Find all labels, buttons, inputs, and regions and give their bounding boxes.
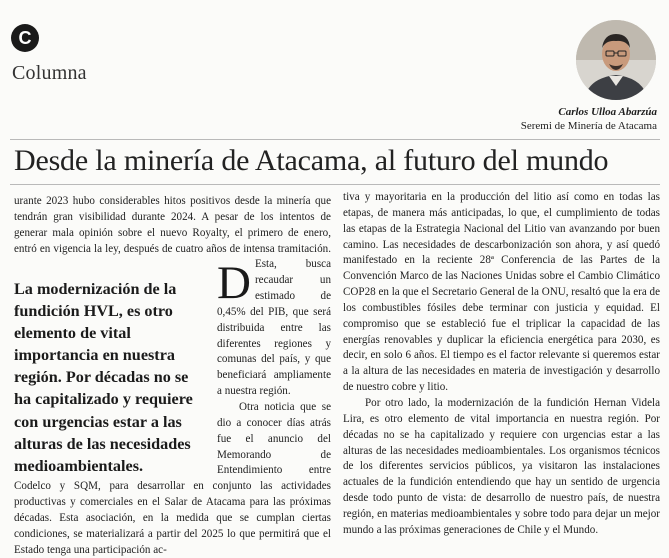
drop-cap: D xyxy=(217,257,251,309)
column-badge: C xyxy=(11,24,39,52)
headline-divider xyxy=(10,184,660,185)
author-role: Seremi de Minería de Atacama xyxy=(520,120,657,132)
paragraph-3: tiva y mayoritaria en la producción del litio así como en todas las etapas, de manera más anticipadas, lo que, el cumplimiento de todas las etapas de la Estrategia Nacional del Litio van avanzando por buen camino. Las necesidades de descarbonización son ahora, y así quedó manifestado en la reciente 28ª Conferencia de las Partes de la Convención Marco de las Naciones Unidas sobre el Cambio Climático COP28 en la que el Secretario General de la ONU, resaltó que la era de los combustibles fósiles debe terminar con justicia y equidad. El compromiso que se estableció fue el triplicar la capacidad de las energías renovables y duplicar la eficiencia energética para 2030, es decir, en solo 6 años. El tiempo es el factor relevante si queremos estar a la altura de las necesidades en materia de investigación y desarrollo de nuestro cobre y litio. xyxy=(343,191,660,394)
headline: Desde la minería de Atacama, al futuro del mundo xyxy=(14,144,609,177)
pull-quote: La modernización de la fundición HVL, es otro elemento de vital importancia en nuestra región. Por décadas no se ha capitalizado y requiere con urgencias estar a las alturas de las necesidades medioambientales. xyxy=(14,280,193,475)
paragraph-4: Por otro lado, la modernización de la fundición Hernan Videla Lira, es otro elemento de vital importancia en nuestra región. Por décadas no se ha capitalizado y requiere con urgencias estar a las alturas de las necesidades medioambientales. Los organismos técnicos de los diferentes servicios públicos, ya visitaron las instalaciones actuales de la fundición entendiendo que hay un sentido de urgencia desde todo punto de vista: de desarrollo de nuestro país, de nuestra región, en materias medioambientales y sobre todo para dejar un mejor mundo a las próximas generaciones de Chile y el Mundo. xyxy=(343,396,660,536)
section-label: Columna xyxy=(12,62,87,84)
author-photo xyxy=(576,20,656,100)
paragraph-2: Otra noticia que se dio a conocer días atrás fue el anuncio del Memorando de Entendimiento entre Codelco y SQM, para desarrollar en conjunto las actividades productivas y comerciales en el Salar de Atacama para las próximas décadas. Esta asociación, en la medida que se cumplan ciertas condiciones, se materializará a partir del 2025 lo que permitirá que el Estado tenga una participación ac- xyxy=(14,400,331,556)
author-portrait-icon xyxy=(576,20,656,100)
body-column-2 xyxy=(343,190,660,539)
author-name: Carlos Ulloa Abarzúa xyxy=(558,106,657,118)
top-divider xyxy=(10,139,660,140)
paragraph-1-text: urante 2023 hubo considerables hitos positivos desde la minería que tendrán gran visibilidad durante 2024. A pesar de los intentos de generar mala opinión sobre el nuevo Royalty, el primero de enero, entró en vigencia la ley, después de cuatro años de intensa tramitación. Esta, busca recaudar un estimado de 0,45% del PIB, que será distribuida entre las diferentes regiones y comunas del país, y que beneficiará ampliamente a nuestra región. xyxy=(14,195,331,398)
